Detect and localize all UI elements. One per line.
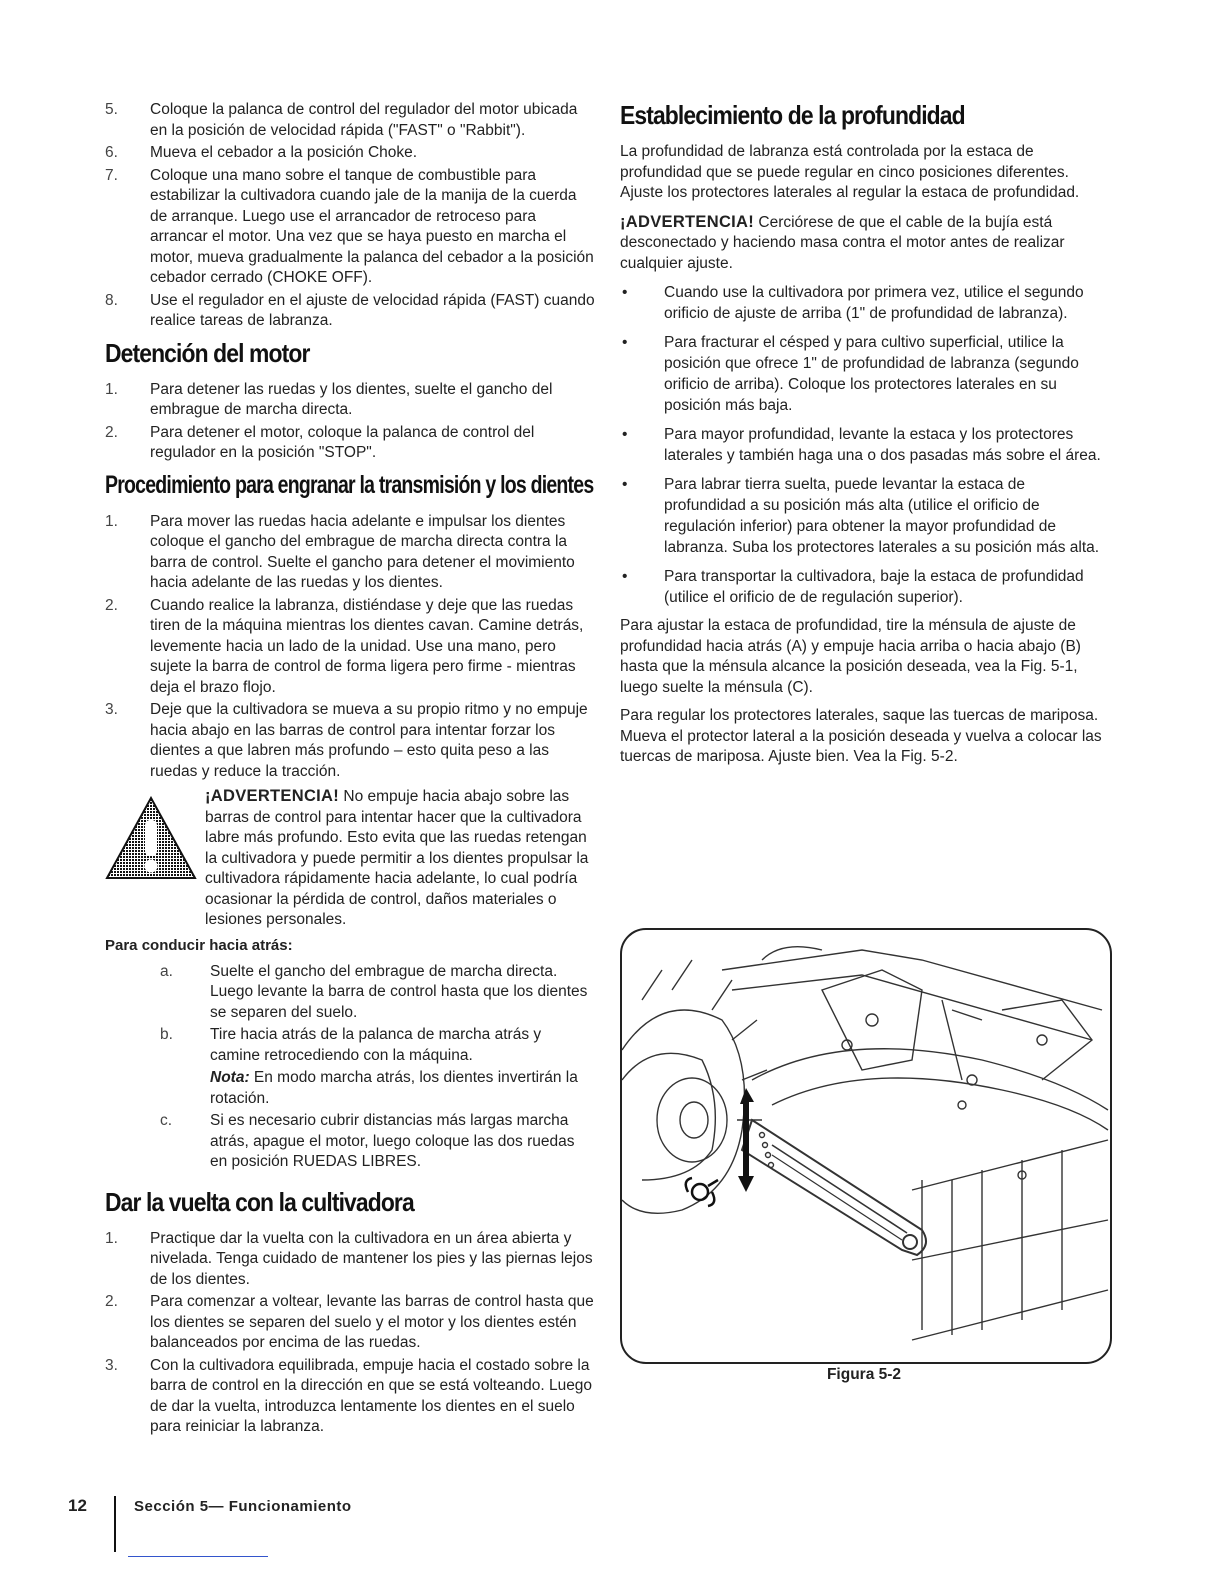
list-item: 1. Practique dar la vuelta con la cultivadora en un área abierta y nivelada. Tenga cuidado de mantener los pies y las piernas lejos de los dientes. xyxy=(105,1229,593,1288)
depth-bullets xyxy=(620,282,1110,608)
list-item: • Cuando use la cultivadora por primera vez, utilice el segundo orificio de ajuste de arriba (1" de profundidad de labranza). xyxy=(622,284,1084,322)
figure-caption: Figura 5-2 xyxy=(826,1366,902,1383)
list-item: 5. Coloque la palanca de control del regulador del motor ubicada en la posición de velocidad rápida ("FAST" o "Rabbit"). xyxy=(105,101,578,139)
list-item: a. Suelte el gancho del embrague de marcha directa. Luego levante la barra de control hasta que los dientes se separen del suelo. xyxy=(160,962,588,1021)
list-item: 2. Para detener el motor, coloque la palanca de control del regulador en la posición "STOP". xyxy=(105,423,535,461)
figure-5-2-illustration xyxy=(620,928,1112,1364)
list-item: 3. Deje que la cultivadora se mueva a su propio ritmo y no empuje hacia abajo en las barras de control para intentar forzar los dientes a que labren más profundo – esto quita peso a las ruedas y reduce la tracción. xyxy=(105,701,588,780)
list-item: • Para transportar la cultivadora, baje la estaca de profundidad (utilice el orificio de de regulación superior). xyxy=(622,568,1084,606)
page-footer xyxy=(68,1478,352,1534)
paragraph: La profundidad de labranza está controlada por la estaca de profundidad que se puede regular en cinco posiciones diferentes. Ajuste los protectores laterales al regular la estaca de profundidad. xyxy=(620,143,1080,201)
paragraph: Para regular los protectores laterales, saque las tuercas de mariposa. Mueva el protector lateral a la posición deseada y vuelva a colocar las tuercas de mariposa. Ajuste bien. Vea la Fig. 5-2. xyxy=(620,707,1102,765)
engage-steps-list xyxy=(105,512,595,783)
reverse-steps-list xyxy=(160,962,595,1173)
left-column xyxy=(105,100,595,1440)
warning-paragraph: ¡ADVERTENCIA! Cerciórese de que el cable de la bujía está desconectado y haciendo masa contra el motor antes de realizar cualquier ajuste. xyxy=(620,212,1065,272)
bottom-rule xyxy=(128,1556,268,1557)
list-item: • Para fracturar el césped y para cultivo superficial, utilice la posición que ofrece 1" de profundidad de labranza (segundo orificio de arriba). Coloque los protectores laterales en su posición más baja. xyxy=(622,334,1079,414)
list-item: 3. Con la cultivadora equilibrada, empuje hacia el costado sobre la barra de control en la dirección en que se está volteando. Luego de dar la vuelta, introduzca lentamente los dientes en el suelo para reiniciar la labranza. xyxy=(105,1356,593,1435)
list-item: 1. Para mover las ruedas hacia adelante e impulsar los dientes coloque el gancho del embrague de marcha directa contra la barra de control. Suelte el gancho para detener el movimiento hacia adelante de las ruedas y los dientes. xyxy=(105,512,575,591)
page-number: 12 xyxy=(68,1496,87,1515)
list-item: 2. Para comenzar a voltear, levante las barras de control hasta que los dientes se separen del suelo y el motor y los dientes estén balanceados por encima de las ruedas. xyxy=(105,1293,594,1351)
list-item: 1. Para detener las ruedas y los dientes, suelte el gancho del embrague de marcha directa. xyxy=(105,380,553,418)
paragraph: Para ajustar la estaca de profundidad, tire la ménsula de ajuste de profundidad hacia atrás (A) y empuje hacia arriba o hacia abajo (B) hasta que la ménsula alcance la posición deseada, vea la Fig. 5-1, luego suelte la ménsula (C). xyxy=(620,617,1081,696)
note: Nota: En modo marcha atrás, los dientes invertirán la rotación. xyxy=(210,1069,578,1107)
list-item: 2. Cuando realice la labranza, distiéndase y deje que las ruedas tiren de la máquina mientras los dientes cavan. Camine detrás, levemente hacia un lado de la unidad. Use una mano, pero sujete la barra de control de forma ligera pero firme - mientras deja el brazo flojo. xyxy=(105,596,584,696)
list-item: c. Si es necesario cubrir distancias más largas marcha atrás, apague el motor, luego coloque las dos ruedas en posición RUEDAS LIBRES. xyxy=(160,1112,575,1170)
heading-engage-procedure: Procedimiento para engranar la transmisión y los dientes xyxy=(105,470,594,499)
tiller-side-shield-drawing xyxy=(622,930,1110,1362)
heading-stop-engine: Detención del motor xyxy=(105,337,310,368)
start-steps-list xyxy=(105,100,595,332)
list-item: • Para mayor profundidad, levante la estaca y los protectores laterales y también haga una o dos pasadas más sobre el área. xyxy=(622,426,1101,464)
turn-steps-list xyxy=(105,1229,595,1438)
right-column xyxy=(620,100,1110,776)
heading-depth: Establecimiento de la profundidad xyxy=(620,100,965,130)
warning-block xyxy=(105,786,595,931)
warning-text: ¡ADVERTENCIA! No empuje hacia abajo sobre las barras de control para intentar hacer que la cultivadora labre más profundo. Esto evita que las ruedas retengan la cultivadora y puede permitir a los dientes propulsar la cultivadora rápidamente hacia adelante, lo cual podría ocasionar la pérdida de control, daños materiales o lesiones personales. xyxy=(205,787,589,928)
list-item: 6. Mueva el cebador a la posición Choke. xyxy=(105,144,418,161)
list-item: 8. Use el regulador en el ajuste de velocidad rápida (FAST) cuando realice tareas de labranza. xyxy=(105,291,595,329)
stop-steps-list xyxy=(105,380,595,464)
footer-divider xyxy=(114,1496,116,1552)
section-title: Sección 5— Funcionamiento xyxy=(134,1497,352,1515)
list-item: • Para labrar tierra suelta, puede levantar la estaca de profundidad a su posición más alta (utilice el orificio de regulación inferior) para obtener la mayor profundidad de labranza. Suba los protectores laterales a su posición más alta. xyxy=(622,476,1100,556)
list-item: 7. Coloque una mano sobre el tanque de combustible para estabilizar la cultivadora cuando jale de la manija de la cuerda de arranque. Luego use el arrancador de retroceso para arrancar el motor. Una vez que se haya puesto en marcha el motor, mueva gradualmente la palanca del cebador a la posición cebador cerrado (CHOKE OFF). xyxy=(105,166,594,286)
reverse-heading: Para conducir hacia atrás: xyxy=(105,936,293,954)
warning-triangle-icon xyxy=(105,786,205,931)
heading-turning: Dar la vuelta con la cultivadora xyxy=(105,1186,414,1217)
list-item: b. Tire hacia atrás de la palanca de marcha atrás y camine retrocediendo con la máquina. xyxy=(160,1026,542,1064)
